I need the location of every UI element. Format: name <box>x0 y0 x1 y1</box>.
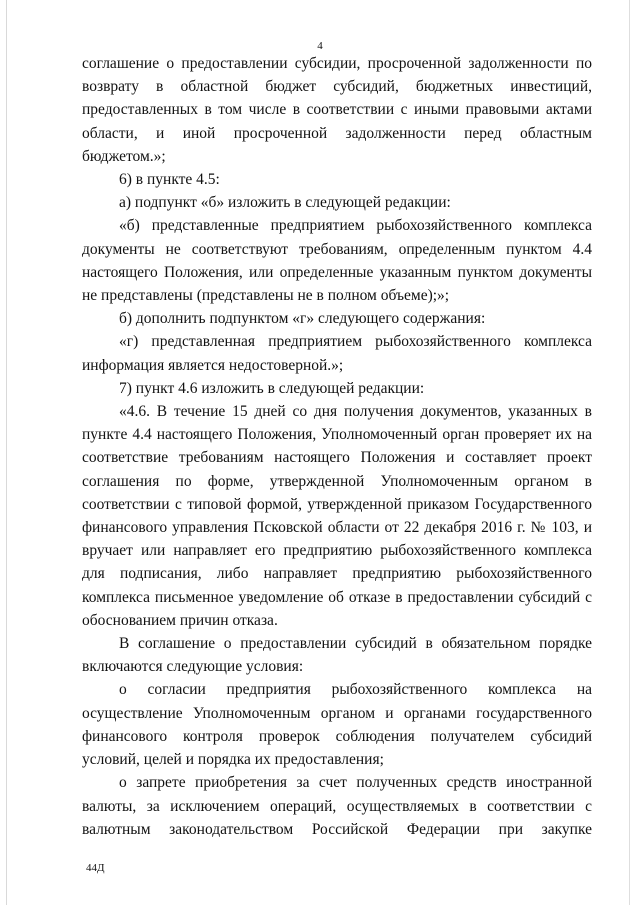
paragraph-1: соглашение о предоставлении субсидии, просроченной задолженности по возврату в областной бюджет субсидий, бюджетных инвестиций, предоставленных в том числе в соответствии с иными правовыми актами области, и иной просроченной задолженности перед областным бюджетом.»; <box>82 55 592 165</box>
scan-edge-left <box>6 0 7 905</box>
paragraph-5: б) дополнить подпунктом «г» следующего содержания: <box>119 310 486 328</box>
paragraph-6: «г) представленная предприятием рыбохозяйственного комплекса информация является недостоверной.»; <box>82 333 592 374</box>
footer-code: 44Д <box>86 862 105 874</box>
paragraph-9: В соглашение о предоставлении субсидий в обязательном порядке включаются следующие условия: <box>82 635 592 676</box>
document-body <box>82 52 592 841</box>
paragraph-4: «б) представленные предприятием рыбохозяйственного комплекса документы не соответствуют требованиям, определенным пунктом 4.4 настоящего Положения, или определенные указанным пунктом документы не представлены (представлены не в полном объеме);»; <box>82 217 592 305</box>
paragraph-7: 7) пункт 4.6 изложить в следующей редакции: <box>119 379 425 397</box>
page-number: 4 <box>317 40 323 52</box>
paragraph-2: 6) в пункте 4.5: <box>119 171 220 189</box>
paragraph-3: а) подпункт «б» изложить в следующей редакции: <box>119 194 451 212</box>
paragraph-10: о согласии предприятия рыбохозяйственного комплекса на осуществление Уполномоченным органом и органами государственного финансового контроля проверок соблюдения получателем субсидий условий, целей и порядка их предоставления; <box>82 681 592 769</box>
paragraph-8: «4.6. В течение 15 дней со дня получения документов, указанных в пункте 4.4 настоящего Положения, Уполномоченный орган проверяет их на соответствие требованиям настоящего Положения и составляет проект соглашения по форме, утвержденной Уполномоченным органом в соответствии с типовой формой, утвержденной приказом Государственного финансового управления Псковской области от 22 декабря 2016 г. № 103, и вручает или направляет его предприятию рыбохозяйственного комплекса для подписания, либо направляет предприятию рыбохозяйственного комплекса письменное уведомление об отказе в предоставлении субсидий с обоснованием причин отказа. <box>82 403 592 629</box>
paragraph-11: о запрете приобретения за счет полученных средств иностранной валюты, за исключением операций, осуществляемых в соответствии с валютным законодательством Российской Федерации при закупке <box>82 774 592 838</box>
scan-edge-right <box>629 0 630 905</box>
